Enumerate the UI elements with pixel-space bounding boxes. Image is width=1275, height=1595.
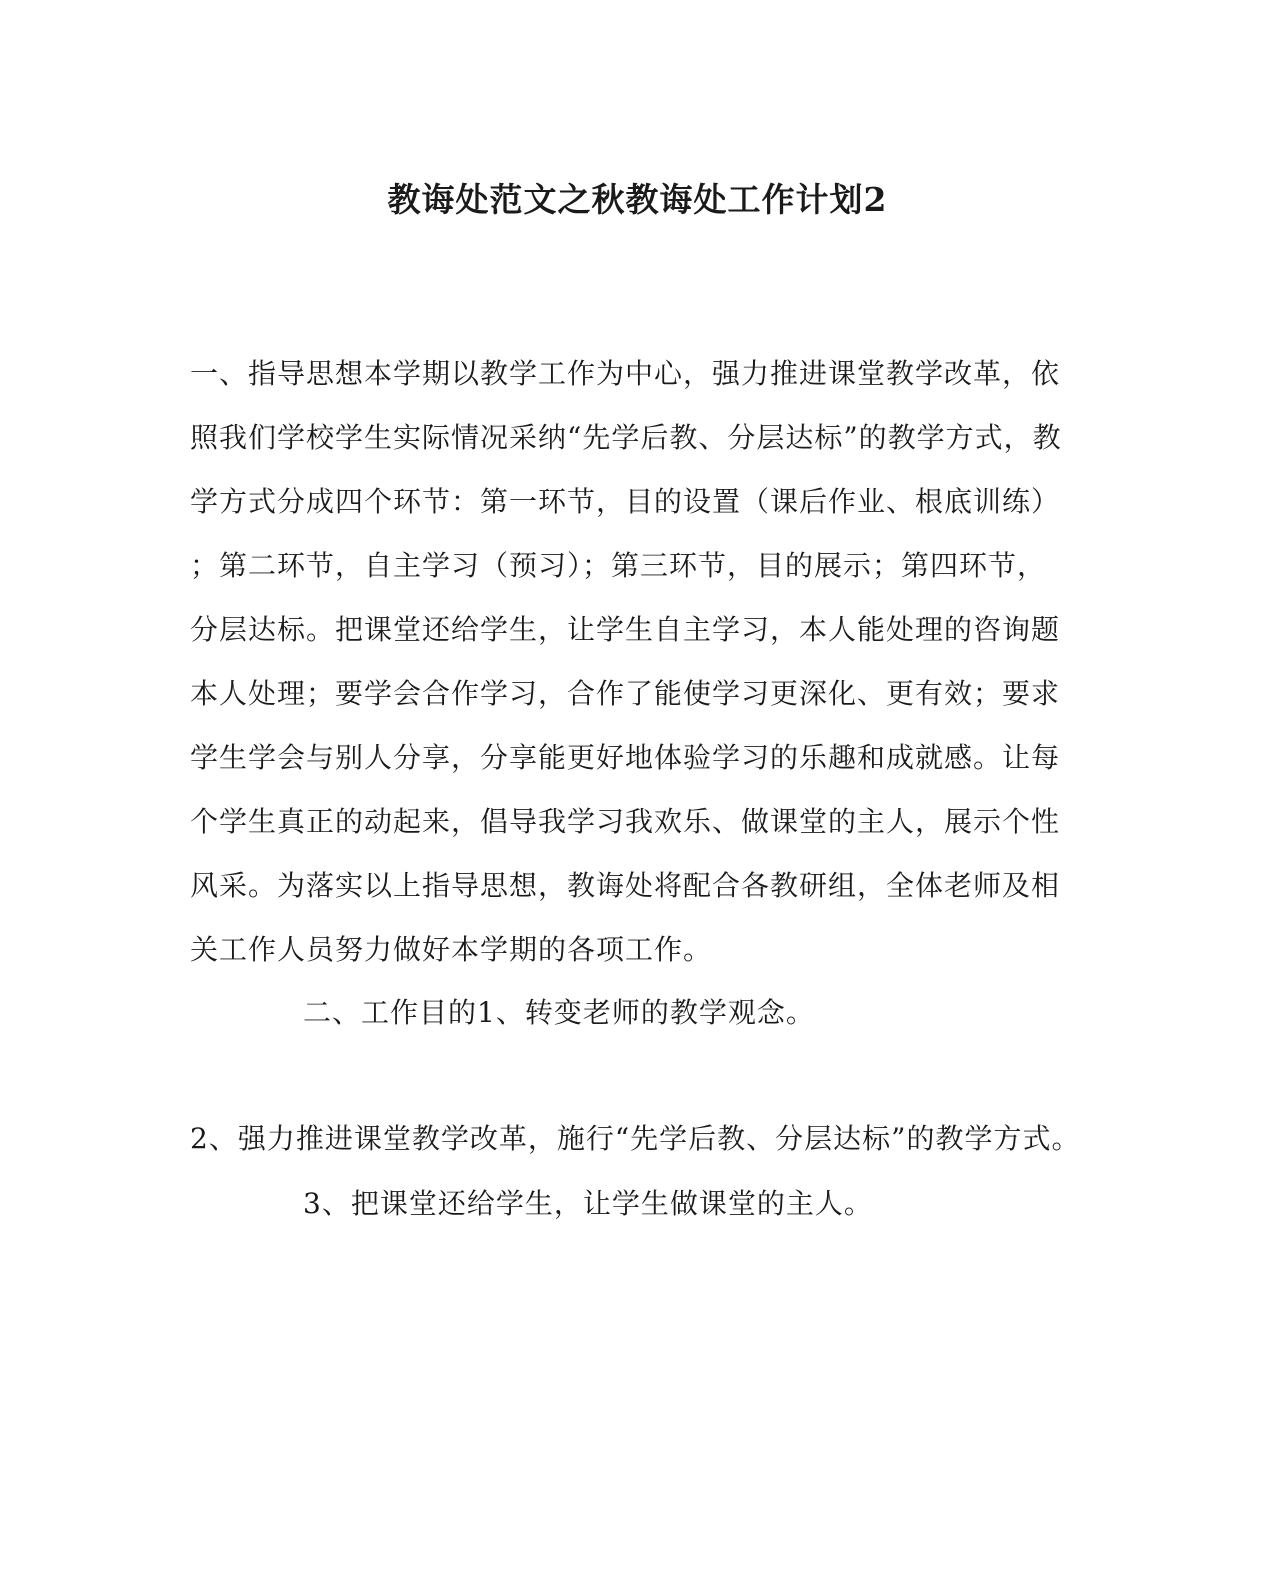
text-line: 本人处理；要学会合作学习，合作了能使学习更深化、更有效；要求: [190, 677, 1061, 710]
text-line: 2、强力推进课堂教学改革，施行“先学后教、分层达标”的教学方式。: [190, 1122, 1081, 1155]
text-line: 分层达标。把课堂还给学生，让学生自主学习，本人能处理的咨询题: [190, 613, 1061, 646]
document-title: 教诲处范文之秋教诲处工作计划2: [387, 180, 888, 219]
text-line: 关工作人员努力做好本学期的各项工作。: [190, 933, 713, 966]
text-line: 个学生真正的动起来，倡导我学习我欢乐、做课堂的主人，展示个性: [190, 805, 1061, 838]
text-line: ；第二环节，自主学习（预习）；第三环节，目的展示；第四环节，: [190, 549, 1047, 582]
paragraph-work-goal-3: [303, 1172, 1043, 1236]
paragraph-work-goal-1: [303, 981, 1043, 1045]
text-line: 一、指导思想本学期以教学工作为中心，强力推进课堂教学改革，依: [190, 357, 1061, 390]
paragraph-guiding-ideas: [190, 342, 1062, 982]
text-line: 二、工作目的1、转变老师的教学观念。: [303, 996, 815, 1029]
text-line: 照我们学校学生实际情况采纳“先学后教、分层达标”的教学方式，教: [190, 421, 1062, 454]
text-line: 3、把课堂还给学生，让学生做课堂的主人。: [303, 1187, 873, 1220]
text-line: 学生学会与别人分享，分享能更好地体验学习的乐趣和成就感。让每: [190, 741, 1061, 774]
text-line: 学方式分成四个环节：第一环节，目的设置（课后作业、根底训练）: [190, 485, 1061, 518]
paragraph-work-goal-2: [190, 1107, 1081, 1171]
text-line: 风采。为落实以上指导思想，教诲处将配合各教研组，全体老师及相: [190, 869, 1061, 902]
